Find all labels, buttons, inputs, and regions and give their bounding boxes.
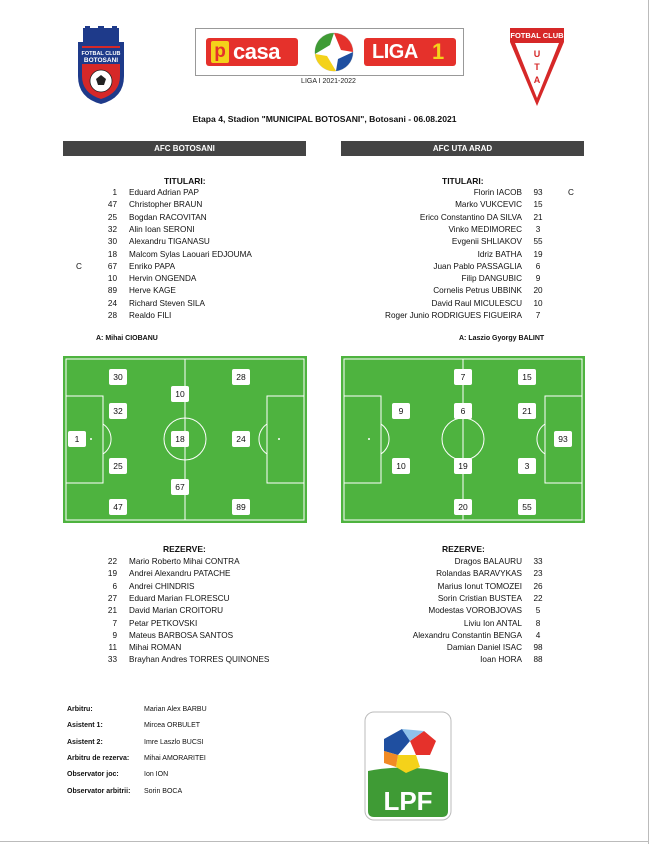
player-name: Alin Ioan SERONI: [129, 224, 195, 234]
svg-text:FOTBAL CLUB: FOTBAL CLUB: [510, 31, 564, 40]
player-number: 10: [107, 274, 117, 284]
player-number: 22: [107, 557, 117, 566]
player-number: 22: [533, 593, 543, 603]
player-marker: 30: [109, 369, 127, 385]
player-name: Realdo FILI: [129, 311, 172, 320]
player-row: [70, 249, 310, 261]
player-marker: 55: [518, 499, 536, 515]
player-name: Herve KAGE: [129, 286, 176, 296]
player-row: [340, 654, 590, 666]
player-row: [340, 212, 590, 224]
player-name: Enriko PAPA: [129, 261, 176, 271]
captain-marker: C: [568, 188, 574, 197]
player-number: 26: [533, 581, 543, 591]
player-row: [340, 593, 590, 605]
player-row: [70, 593, 310, 605]
player-name: Liviu Ion ANTAL: [463, 618, 522, 628]
player-number: 47: [107, 200, 117, 210]
player-row: [340, 568, 590, 580]
player-name: Evgenii SHLIAKOV: [451, 237, 522, 247]
player-name: Damian Daniel ISAC: [446, 643, 522, 653]
player-marker: 1: [68, 431, 86, 447]
player-number: 8: [535, 618, 541, 628]
player-name: Marko VUKCEVIC: [455, 200, 522, 210]
player-number: 27: [107, 593, 117, 603]
home-coach: A: Mihai CIOBANU: [96, 335, 158, 342]
player-name: Modestas VOROBJOVAS: [428, 606, 522, 616]
player-number: 20: [533, 286, 543, 296]
official-label: Asistent 2:: [67, 738, 103, 746]
player-marker: 19: [454, 458, 472, 474]
captain-marker: C: [76, 261, 82, 271]
player-name: Malcom Sylas Laouari EDJOUMA: [129, 249, 252, 259]
official-name: Mircea ORBULET: [144, 722, 201, 730]
player-number: 7: [112, 618, 117, 628]
player-row: [340, 605, 590, 617]
svg-text:T: T: [534, 62, 540, 72]
player-name: Andrei Alexandru PATACHE: [129, 569, 231, 579]
player-name: Brayhan Andres TORRES QUINONES: [129, 655, 270, 665]
player-name: Florin IACOB: [473, 188, 522, 197]
away-team-bar: AFC UTA ARAD: [341, 141, 584, 156]
player-marker: 21: [518, 403, 536, 419]
player-name: Mario Roberto Mihai CONTRA: [129, 557, 240, 566]
player-name: Erico Constantino DA SILVA: [419, 212, 522, 222]
svg-text:LPF: LPF: [383, 786, 433, 816]
player-number: 23: [533, 569, 543, 579]
player-row: [340, 581, 590, 593]
player-marker: 47: [109, 499, 127, 515]
official-label: Observator arbitrii:: [67, 787, 131, 795]
player-name: Mihai ROMAN: [129, 643, 182, 653]
player-marker: 89: [232, 499, 250, 515]
player-row: [340, 187, 590, 199]
home-starters-title: TITULARI:: [164, 176, 206, 186]
player-number: 7: [535, 311, 541, 320]
player-row: [70, 581, 310, 593]
player-marker: 28: [232, 369, 250, 385]
player-name: Idriz BATHA: [477, 249, 522, 259]
player-row: [70, 654, 310, 666]
match-info: Etapa 4, Stadion "MUNICIPAL BOTOSANI", Botosani - 06.08.2021: [192, 114, 457, 124]
player-number: 6: [535, 261, 541, 271]
official-name: Ion ION: [144, 771, 169, 779]
player-name: Rolandas BARAVYKAS: [436, 569, 522, 579]
player-row: [70, 310, 310, 322]
player-number: 4: [535, 630, 541, 640]
player-marker: 9: [392, 403, 410, 419]
player-row: [340, 630, 590, 642]
player-row: [70, 236, 310, 248]
player-row: [70, 261, 310, 273]
lpf-logo: [364, 711, 452, 821]
player-name: Marius Ionut TOMOZEI: [437, 581, 522, 591]
away-club-badge: [508, 26, 566, 108]
player-name: Andrei CHINDRIS: [129, 581, 195, 591]
player-row: [70, 556, 310, 568]
official-label: Observator joc:: [67, 771, 119, 779]
official-name: Sorin BOCA: [144, 787, 183, 795]
player-marker: 25: [109, 458, 127, 474]
player-marker: 24: [232, 431, 250, 447]
player-marker: 93: [554, 431, 572, 447]
player-name: David Marian CROITORU: [129, 606, 224, 616]
player-marker: 18: [171, 431, 189, 447]
player-marker: 32: [109, 403, 127, 419]
player-marker: 10: [392, 458, 410, 474]
player-name: Juan Pablo PASSAGLIA: [433, 261, 522, 271]
player-number: 6: [112, 581, 117, 591]
official-label: Arbitru:: [67, 706, 93, 713]
player-name: Sorin Cristian BUSTEA: [437, 593, 522, 603]
player-name: Roger Junio RODRIGUES FIGUEIRA: [385, 311, 522, 320]
player-marker: 67: [171, 479, 189, 495]
player-number: 33: [533, 557, 543, 566]
player-number: 5: [535, 606, 541, 616]
player-number: 28: [107, 311, 117, 320]
player-number: 67: [107, 261, 117, 271]
player-row: [340, 199, 590, 211]
player-row: [70, 187, 310, 199]
league-name: LIGA: [372, 41, 418, 63]
player-row: [340, 556, 590, 568]
league-logo: [364, 38, 456, 66]
player-number: 55: [533, 237, 543, 247]
player-name: Filip DANGUBIC: [461, 274, 522, 284]
player-row: [340, 298, 590, 310]
home-formation-pitch: [63, 356, 307, 523]
player-name: Hervin ONGENDA: [129, 274, 197, 284]
player-row: [70, 199, 310, 211]
player-row: [70, 273, 310, 285]
player-row: [70, 605, 310, 617]
player-number: 11: [108, 643, 117, 653]
player-row: [70, 568, 310, 580]
away-starters-title: TITULARI:: [442, 176, 484, 186]
player-number: 21: [107, 606, 117, 616]
player-name: Vinko MEDIMOREC: [448, 224, 522, 234]
player-marker: 6: [454, 403, 472, 419]
player-name: David Raul MICULESCU: [431, 298, 522, 308]
player-row: [70, 642, 310, 654]
player-number: 33: [107, 655, 117, 665]
player-row: [340, 285, 590, 297]
svg-text:A: A: [533, 75, 541, 85]
page-border-bottom: [0, 841, 649, 842]
player-name: Richard Steven SILA: [129, 298, 206, 308]
official-name: Imre Laszlo BUCSI: [144, 738, 204, 746]
player-row: [340, 310, 590, 322]
player-name: Petar PETKOVSKI: [129, 618, 198, 628]
player-name: Alexandru Constantin BENGA: [412, 630, 522, 640]
player-number: 32: [107, 224, 117, 234]
player-number: 19: [533, 249, 543, 259]
player-row: [340, 273, 590, 285]
svg-text:U: U: [533, 49, 541, 59]
ball-icon: [314, 32, 354, 72]
player-row: [70, 630, 310, 642]
player-name: Eduard Adrian PAP: [129, 188, 199, 197]
player-number: 15: [533, 200, 543, 210]
official-name: Mihai AMORARITEI: [144, 754, 206, 762]
player-name: Ioan HORA: [480, 655, 522, 665]
player-marker: 20: [454, 499, 472, 515]
player-name: Eduard Marian FLORESCU: [129, 593, 230, 603]
svg-text:BOTOSANI: BOTOSANI: [83, 57, 119, 64]
official-label: Asistent 1:: [67, 722, 103, 730]
player-number: 25: [107, 212, 117, 222]
player-row: [70, 298, 310, 310]
player-name: Alexandru TIGANASU: [129, 237, 210, 247]
player-row: [340, 261, 590, 273]
league-number: 1: [432, 39, 445, 64]
player-number: 3: [535, 224, 541, 234]
player-number: 88: [533, 655, 543, 665]
player-number: 30: [107, 237, 117, 247]
season-label: LIGA I 2021-2022: [301, 78, 356, 85]
player-number: 21: [533, 212, 543, 222]
player-name: Christopher BRAUN: [129, 200, 203, 210]
player-number: 24: [107, 298, 117, 308]
player-row: [340, 642, 590, 654]
player-name: Dragos BALAURU: [454, 557, 522, 566]
player-number: 1: [112, 188, 117, 197]
player-number: 18: [107, 249, 117, 259]
player-row: [70, 285, 310, 297]
player-number: 89: [107, 286, 117, 296]
player-row: [70, 618, 310, 630]
player-number: 98: [533, 643, 543, 653]
player-row: [70, 224, 310, 236]
player-number: 10: [533, 298, 543, 308]
player-number: 9: [535, 274, 541, 284]
player-name: Cornelis Petrus UBBINK: [433, 286, 522, 296]
home-club-badge: [74, 26, 128, 106]
player-row: [340, 224, 590, 236]
player-marker: 15: [518, 369, 536, 385]
player-marker: 7: [454, 369, 472, 385]
away-coach: A: Laszio Gyorgy BALINT: [459, 335, 545, 342]
player-number: 93: [533, 188, 543, 197]
svg-text:FOTBAL CLUB: FOTBAL CLUB: [81, 51, 121, 57]
league-header-box: [195, 28, 464, 76]
player-marker: 10: [171, 386, 189, 402]
player-row: [340, 618, 590, 630]
away-subs-title: REZERVE:: [442, 544, 485, 554]
sponsor-word: casa: [233, 39, 280, 64]
player-number: 9: [112, 630, 117, 640]
player-row: [340, 249, 590, 261]
home-team-bar: AFC BOTOSANI: [63, 141, 306, 156]
player-row: [70, 212, 310, 224]
official-name: Marian Alex BARBU: [144, 706, 207, 713]
away-formation-pitch: [341, 356, 585, 523]
official-label: Arbitru de rezerva:: [67, 754, 130, 762]
player-number: 19: [107, 569, 117, 579]
sponsor-logo: [206, 38, 298, 66]
player-name: Bogdan RACOVITAN: [129, 212, 207, 222]
player-row: [340, 236, 590, 248]
player-name: Mateus BARBOSA SANTOS: [129, 630, 234, 640]
sponsor-p-mark: p: [211, 41, 229, 63]
player-marker: 3: [518, 458, 536, 474]
home-subs-title: REZERVE:: [163, 544, 206, 554]
